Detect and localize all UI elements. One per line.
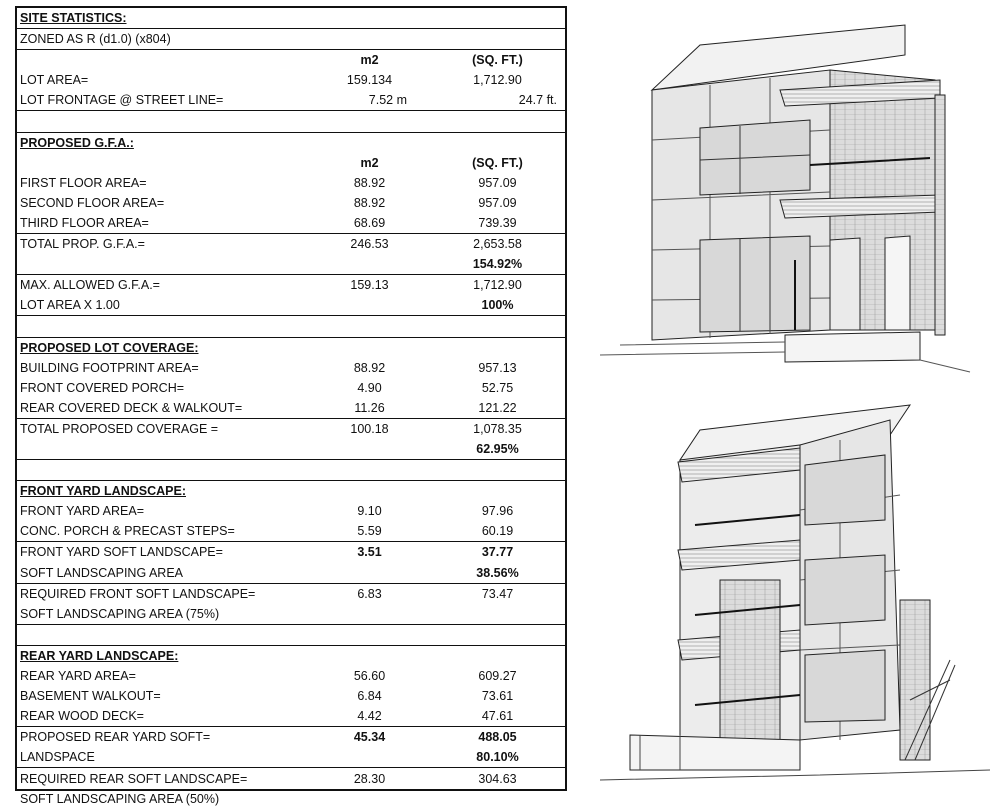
row-label: REAR WOOD DECK= xyxy=(17,706,309,727)
row-label: SECOND FLOOR AREA= xyxy=(20,195,165,210)
cell-m2: 4.42 xyxy=(309,706,427,727)
cell-percent: 154.92% xyxy=(427,254,565,275)
cell-percent: 100% xyxy=(427,295,565,316)
row-label: FRONT YARD SOFT LANDSCAPE= xyxy=(20,545,223,560)
front-elevation-drawing xyxy=(600,25,970,372)
col-header-sqft: (SQ. FT.) xyxy=(472,155,523,170)
cell-percent: 62.95% xyxy=(427,439,565,460)
cell-sqft: 1,078.35 xyxy=(473,421,522,436)
row-label: LOT AREA X 1.00 xyxy=(17,295,309,316)
row-label: REQUIRED REAR SOFT LANDSCAPE= xyxy=(20,771,248,786)
building-drawings xyxy=(600,0,996,797)
cell-sqft: 609.27 xyxy=(478,669,517,684)
cell-sqft: 739.39 xyxy=(427,213,565,234)
cell-m2: 6.84 xyxy=(357,689,382,704)
cell-sqft: 52.75 xyxy=(481,380,514,395)
cell-sqft: 1,712.90 xyxy=(473,278,522,293)
cell-m2: 88.92 xyxy=(353,360,386,375)
cell-m2: 246.53 xyxy=(350,237,389,252)
gfa-title: PROPOSED G.F.A.: xyxy=(20,135,134,150)
cell-sqft: 957.09 xyxy=(478,195,517,210)
building-renderings xyxy=(600,0,996,797)
cell-sqft: 2,653.58 xyxy=(473,237,522,252)
row-label: FIRST FLOOR AREA= xyxy=(20,175,147,190)
cell-m2: 5.59 xyxy=(309,521,427,542)
row-label: REAR YARD AREA= xyxy=(20,669,136,684)
row-label: LOT AREA= xyxy=(20,73,89,88)
cell-percent: 38.56% xyxy=(427,563,565,584)
cell-sqft: 97.96 xyxy=(481,504,514,519)
cell-sqft: 957.13 xyxy=(478,360,517,375)
row-label: SOFT LANDSCAPING AREA (75%) xyxy=(17,604,309,625)
cell-m2: 88.92 xyxy=(353,175,386,190)
row-label: REQUIRED FRONT SOFT LANDSCAPE= xyxy=(20,586,256,601)
row-label: TOTAL PROP. G.F.A.= xyxy=(20,237,145,252)
zoning-text: ZONED AS R (d1.0) (x804) xyxy=(17,29,309,50)
cell-m2: 11.26 xyxy=(309,398,427,419)
cell-m2: 3.51 xyxy=(357,545,382,560)
cell-sqft: 1,712.90 xyxy=(473,73,522,88)
cell-sqft: 73.47 xyxy=(481,586,514,601)
rear-yard-title: REAR YARD LANDSCAPE: xyxy=(20,648,179,663)
row-label: FRONT COVERED PORCH= xyxy=(20,380,185,395)
cell-m2: 6.83 xyxy=(357,586,382,601)
row-label: TOTAL PROPOSED COVERAGE = xyxy=(20,421,219,436)
row-label: SOFT LANDSCAPING AREA (50%) xyxy=(20,791,220,806)
row-label: THIRD FLOOR AREA= xyxy=(17,213,309,234)
cell-m2: 45.34 xyxy=(353,730,386,745)
row-label: SOFT LANDSCAPING AREA xyxy=(17,563,309,584)
col-header-m2: m2 xyxy=(360,53,379,68)
cell-m2: 56.60 xyxy=(353,669,386,684)
col-header-sqft: (SQ. FT.) xyxy=(472,53,523,68)
row-label: FRONT YARD AREA= xyxy=(20,504,144,519)
cell-sqft: 304.63 xyxy=(478,771,517,786)
row-label: BASEMENT WALKOUT= xyxy=(20,689,161,704)
rear-elevation-drawing xyxy=(600,405,990,780)
cell-sqft: 957.09 xyxy=(478,175,517,190)
row-label: CONC. PORCH & PRECAST STEPS= xyxy=(17,521,309,542)
cell-m2: 68.69 xyxy=(309,213,427,234)
site-statistics-title: SITE STATISTICS: xyxy=(17,8,309,29)
cell-m: 7.52 m xyxy=(309,90,427,111)
row-label: LANDSPACE xyxy=(17,747,309,768)
site-statistics-table xyxy=(15,6,567,806)
cell-sqft: 488.05 xyxy=(478,730,517,745)
cell-sqft: 37.77 xyxy=(481,545,514,560)
row-label: REAR COVERED DECK & WALKOUT= xyxy=(17,398,309,419)
cell-m2: 88.92 xyxy=(353,195,386,210)
cell-m2: 28.30 xyxy=(353,771,386,786)
cell-percent: 80.10% xyxy=(427,747,565,768)
row-label: LOT FRONTAGE @ STREET LINE= xyxy=(17,90,309,111)
cell-m2: 159.13 xyxy=(350,278,389,293)
cell-m2: 4.90 xyxy=(357,380,382,395)
cell-sqft: 47.61 xyxy=(427,706,565,727)
cell-sqft: 121.22 xyxy=(427,398,565,419)
row-label: BUILDING FOOTPRINT AREA= xyxy=(20,360,199,375)
row-label: MAX. ALLOWED G.F.A.= xyxy=(20,278,160,293)
row-label: PROPOSED REAR YARD SOFT= xyxy=(20,730,211,745)
col-header-m2: m2 xyxy=(360,155,379,170)
cell-sqft: 60.19 xyxy=(427,521,565,542)
cell-m2: 159.134 xyxy=(346,73,393,88)
front-yard-title: FRONT YARD LANDSCAPE: xyxy=(20,484,186,499)
cell-ft: 24.7 ft. xyxy=(427,90,565,111)
coverage-title: PROPOSED LOT COVERAGE: xyxy=(20,340,199,355)
cell-sqft: 73.61 xyxy=(481,689,514,704)
cell-m2: 100.18 xyxy=(350,421,389,436)
cell-m2: 9.10 xyxy=(357,504,382,519)
